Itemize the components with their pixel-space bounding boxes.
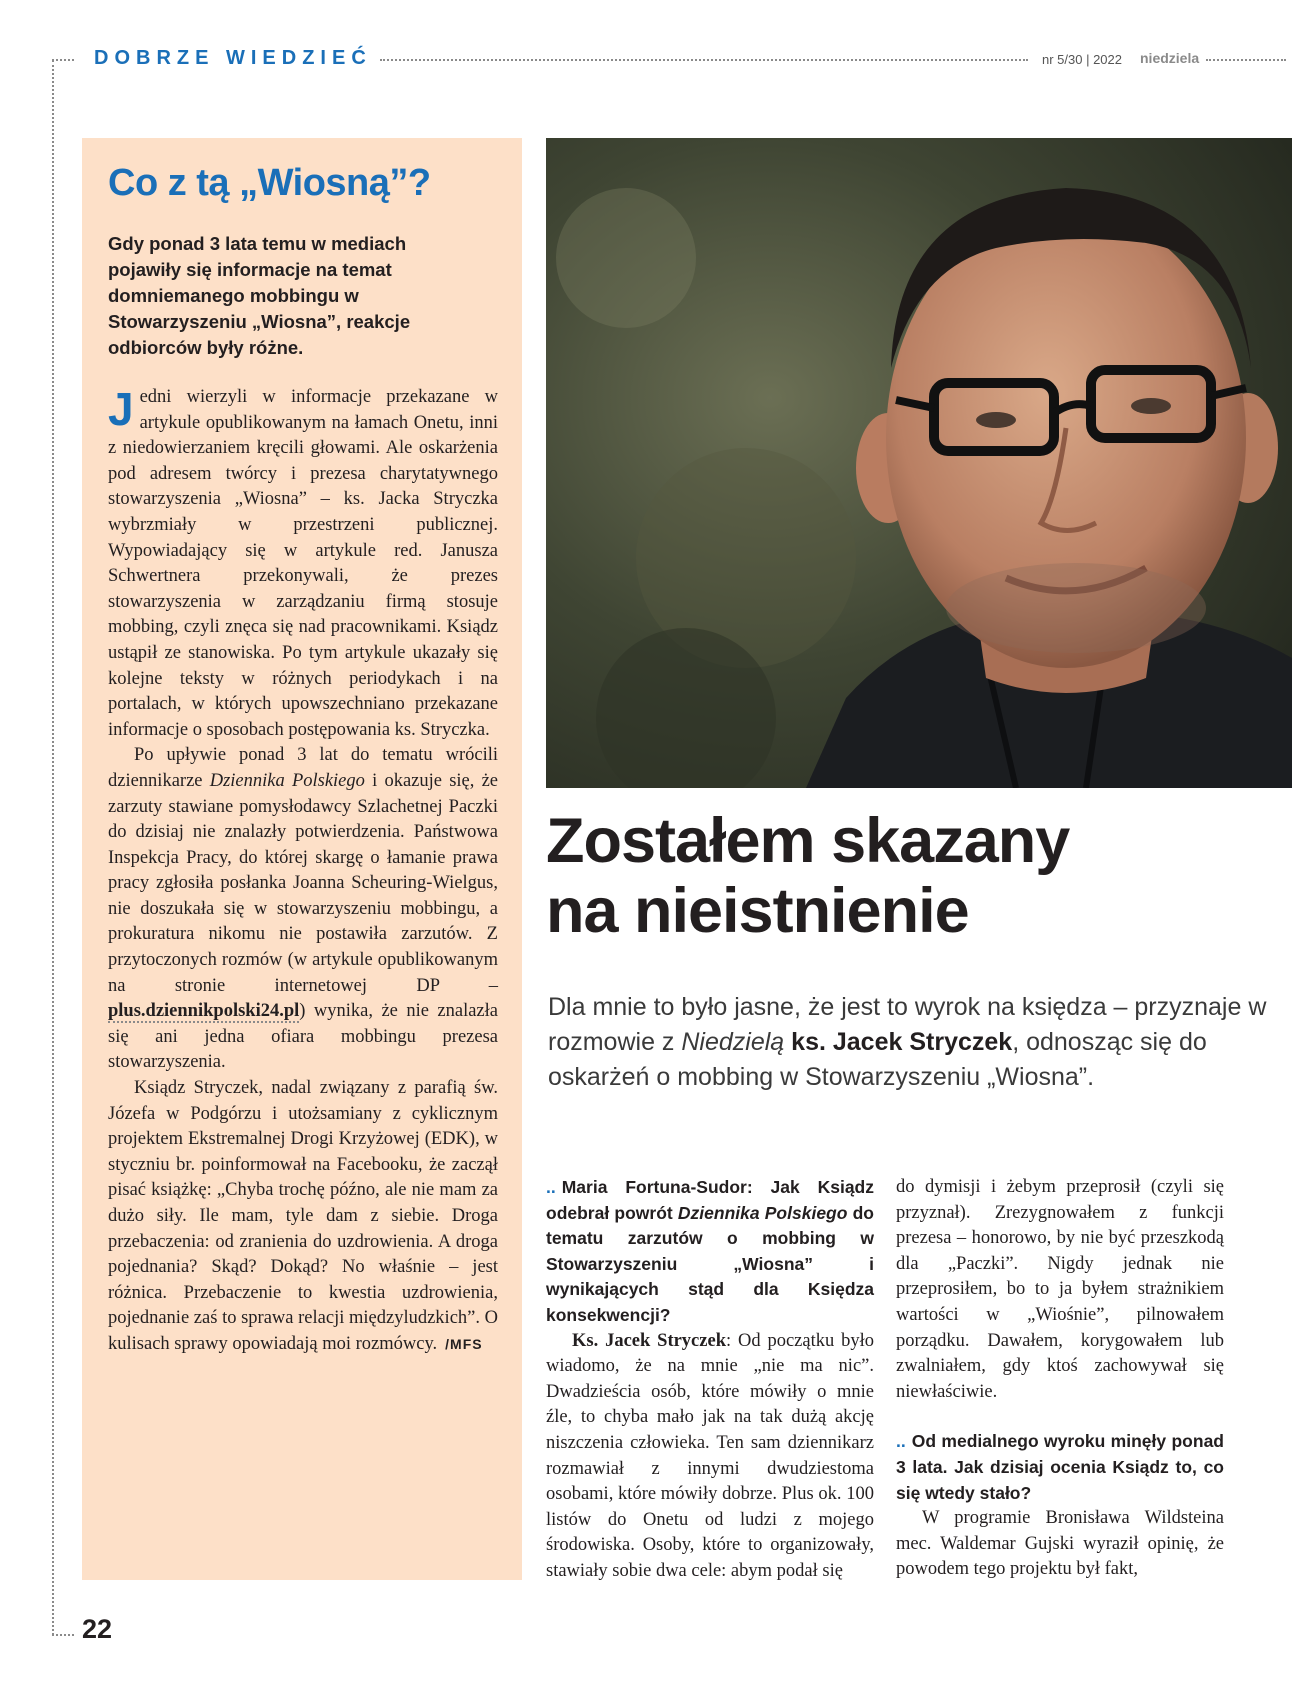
question-text: Maria Fortuna-Sudor: Jak Ksiądz odebrał powrót (546, 1177, 874, 1223)
paragraph-text: Ksiądz Stryczek, nadal związany z parafią św. Józefa w Podgórzu i utożsamiany z cyklicznym projektem Ekstremalnej Drogi Krzyżowej (EDK), w styczniu br. poinformował na Facebooku, że zaczął pisać książkę: „Chyba trochę późno, ale nie mam za dużo siły. Ile mam, tyle dam z siebie. Droga przebaczenia: od zranienia do uzdrowienia. A droga pojednania? Skąd? Dokąd? No właśnie – jest różnica. Przebaczenie to kwestia uzdrowienia, pojednanie zaś to sprawa relacji międzyludzkich”. O kulisach sprawy opowiadają moi rozmówcy. (108, 1078, 498, 1354)
issue-number: nr 5/30 | 2022 (1042, 52, 1122, 67)
dotted-rule (1206, 59, 1286, 61)
portrait-photo (546, 138, 1292, 788)
dotted-rule (52, 1634, 74, 1636)
sidebar-title: Co z tą „Wiosną”? (108, 162, 431, 204)
running-header (0, 44, 1292, 74)
speaker-name: Ks. Jacek Stryczek (572, 1330, 726, 1351)
page-number: 22 (82, 1614, 113, 1644)
magazine-brand: niedziela (1140, 50, 1200, 66)
paragraph-text: i okazuje się, że zarzuty stawiane pomysłodawcy Szlachetnej Paczki do dzisiaj nie znalazły potwierdzenia. Państwowa Inspekcja Pracy, do której skargę o łamanie prawa pracy zgłosiła posłanka Joanna Scheuring-Wielgus, nie doszukała się w stowarzyszeniu mobbingu, a prokuratura nikomu nie postawiła zarzutów. Z przytoczonych rozmów (w artykule opublikowanym na stronie internetowej DP – (108, 770, 499, 996)
dotted-rule (52, 59, 74, 61)
article-lead (548, 990, 1268, 1095)
headline-line: Zostałem skazany (546, 806, 1070, 876)
sidebar-box (82, 138, 522, 1580)
question-marker: .. (546, 1177, 556, 1197)
question-marker: .. (896, 1431, 906, 1452)
lead-text: Dla mnie to było jasne, że jest to wyrok na księdza – przyznaje w rozmowie z (548, 993, 1267, 1056)
drop-cap: J (108, 383, 134, 435)
interview-question (896, 1429, 1224, 1506)
question-text: do tematu zarzutów o mobbing w Stowarzyszeniu „Wiosna” i wynikających stąd dla Księdza konsekwencji? (546, 1202, 874, 1325)
website-link[interactable]: plus.dziennikpolski24.pl (108, 1001, 300, 1022)
vertical-dotted-rule (52, 60, 54, 1635)
sidebar-paragraph (108, 743, 498, 1076)
answer-text: : Od początku było wiadomo, że na mnie „nie ma nic”. Dwadzieścia osób, które mówiły o mnie źle, to chyba mało jak na tak dużą akcję niszczenia człowieka. Ten sam dziennikarz rozmawiał z innymi dwudziestoma osobami, które mówiły dobrze. Plus ok. 100 listów do Onetu od ludzi z mojego środowiska. Osoby, które to organizowały, stawiały sobie dwa cele: abym podał się (546, 1330, 874, 1581)
sidebar-lead: Gdy ponad 3 lata temu w mediach pojawiły się informacje na temat domniemanego mobbingu w Stowarzyszeniu „Wiosna”, reakcje odbiorców były różne. (108, 233, 411, 358)
publication-title: Dziennika Polskiego (677, 1202, 848, 1223)
publication-title: Niedzielą (681, 1028, 785, 1056)
interview-answer (546, 1329, 874, 1585)
interview-answer: W programie Bronisława Wildsteina mec. Waldemar Gujski wyraził opinię, że powodem tego projektu był fakt, (896, 1508, 1224, 1580)
paragraph-text: ) wynika, że nie znalazła się ani jedna ofiara mobbingu prezesa stowarzyszenia. (108, 1001, 498, 1073)
lead-text: , odnosząc się do oskarżeń o mobbing w Stowarzyszeniu „Wiosna”. (548, 1028, 1207, 1091)
headline-line: na nieistnienie (546, 876, 969, 946)
sidebar-body (108, 385, 498, 1358)
sidebar-paragraph (108, 385, 498, 743)
sidebar-paragraph (108, 1076, 498, 1358)
question-text: Od medialnego wyroku minęły ponad 3 lata. Jak dzisiaj ocenia Ksiądz to, co się wtedy stało? (896, 1431, 1224, 1503)
interview-question (546, 1175, 874, 1329)
paragraph-text: Po upływie ponad 3 lat do tematu wrócili dziennikarze (108, 745, 498, 791)
interview-answer: do dymisji i żebym przeprosił (czyli się przyznał). Zrezygnowałem z funkcji prezesa – honorowo, by nie być przeszkodą dla „Paczki”. Nigdy jednak nie przeprosiłem, bo to ja byłem strażnikiem wartości w „Wiośnie”, pilnowałem porządku. Dawałem, korygowałem lub zwalniałem, gdy ktoś zachowywał się niewłaściwie. (896, 1177, 1224, 1402)
publication-title: Dziennika Polskiego (209, 770, 365, 791)
section-title: DOBRZE WIEDZIEĆ (94, 47, 372, 69)
paragraph-text: edni wierzyli w informacje przekazane w artykule opublikowanym na łamach Onetu, inni z niedowierzaniem kręcili głowami. Ale oskarżenia pod adresem twórcy i prezesa charytatywnego stowarzyszenia „Wiosna” – ks. Jacka Stryczka wybrzmiały w przestrzeni publicznej. Wypowiadający się w artykule red. Janusza Schwertnera przekonywali, że prezes stowarzyszenia w zarządzaniu firmą stosuje mobbing, czyli znęca się nad pracownikami. Ksiądz ustąpił ze stanowiska. Po tym artykule ukazały się kolejne teksty w różnych periodykach i na portalach, w których upowszechniano przekazane informacje o sposobach postępowania ks. Stryczka. (108, 387, 498, 740)
article-column-1 (546, 1175, 874, 1585)
article-headline (546, 806, 1286, 946)
author-signature: /MFS (445, 1335, 483, 1352)
dotted-rule (380, 59, 1028, 61)
article-column-2 (896, 1175, 1224, 1583)
interviewee-name: ks. Jacek Stryczek (791, 1028, 1013, 1056)
